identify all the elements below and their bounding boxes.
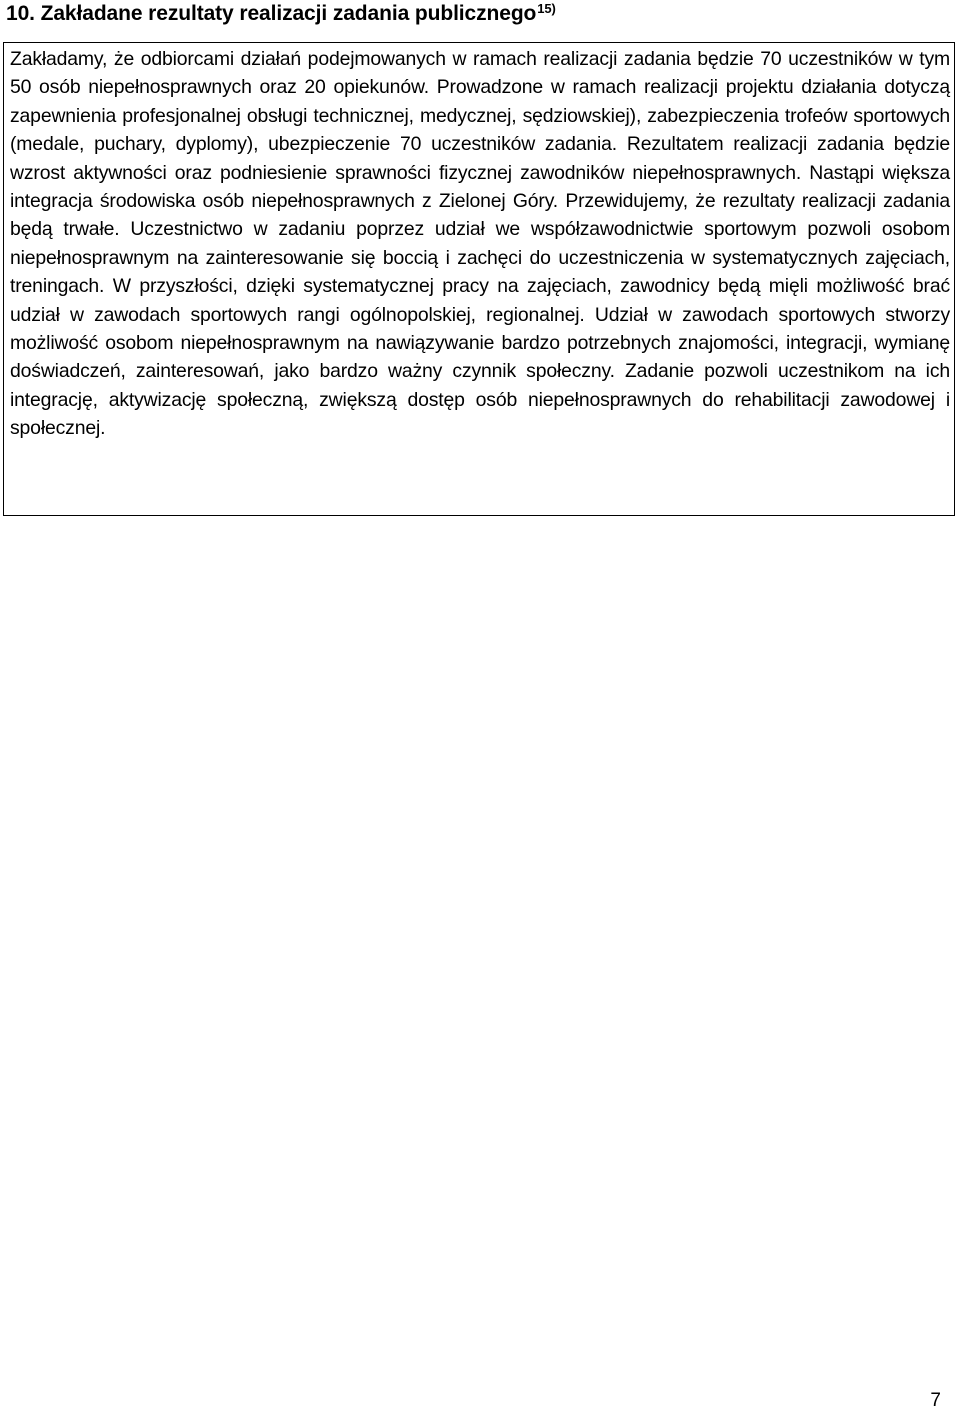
- section-heading: [6, 0, 556, 28]
- body-paragraph: Zakładamy, że odbiorcami działań podejmowanych w ramach realizacji zadania będzie 70 uczestników w tym 50 osób niepełnosprawnych oraz 20 opiekunów. Prowadzone w ramach realizacji projektu działania dotyczą zapewnienia profesjonalnej obsługi technicznej, medycznej, sędziowskiej), zabezpieczenia trofeów sportowych (medale, puchary, dyplomy), ubezpieczenie 70 uczestników zadania. Rezultatem realizacji zadania będzie wzrost aktywności oraz podniesienie sprawności fizycznej zawodników niepełnosprawnych. Nastąpi większa integracja środowiska osób niepełnosprawnych z Zielonej Góry. Przewidujemy, że rezultaty realizacji zadania będą trwałe. Uczestnictwo w zadaniu poprzez udział we współzawodnictwie sportowym pozwoli osobom niepełnosprawnym na zainteresowanie się boccią i zachęci do uczestniczenia w systematycznych zajęciach, treningach. W przyszłości, dzięki systematycznej pracy na zajęciach, zawodnicy będą mięli możliwość brać udział w zawodach sportowych rangi ogólnopolskiej, regionalnej. Udział w zawodach sportowych stworzy możliwość osobom niepełnosprawnym na nawiązywanie bardzo potrzebnych znajomości, integracji, wymianę doświadczeń, zainteresowań, jako bardzo ważny czynnik społeczny. Zadanie pozwoli uczestnikom na ich integrację, aktywizację społeczną, zwiększą dostęp osób niepełnosprawnych do rehabilitacji zawodowej i społecznej.: [10, 48, 950, 440]
- footnote-reference: 15): [537, 1, 556, 16]
- section-title: 10. Zakładane rezultaty realizacji zadania publicznego: [6, 2, 537, 25]
- page-number: 7: [930, 1390, 941, 1411]
